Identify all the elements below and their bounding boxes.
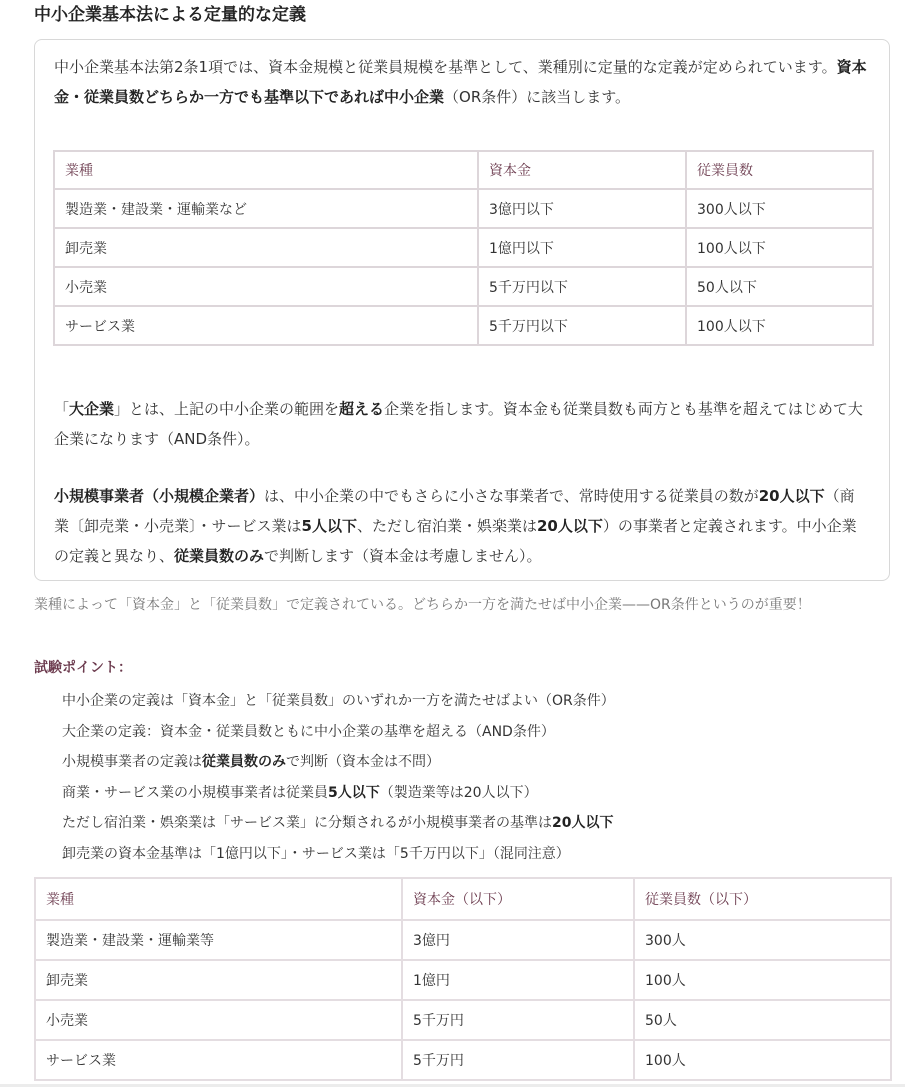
- intro-text-end: （OR条件）に該当します。: [444, 88, 631, 106]
- cell-employees: 100人以下: [686, 306, 873, 345]
- sme-definition-table: [53, 150, 874, 346]
- table-header-row: [54, 151, 873, 189]
- cell-capital: 5千万円: [402, 1040, 634, 1080]
- intro-emphasis: 資本金・従業員数どちらか一方でも基準以下であれば中小企業: [54, 58, 867, 106]
- exam-points-list: [62, 686, 615, 870]
- text: 「: [54, 400, 70, 418]
- cell-employees: 300人以下: [686, 189, 873, 228]
- intro-text: 中小企業基本法第2条1項では、資本金規模と従業員規模を基準として、業種別に定量的な定義が定められています。: [54, 58, 837, 76]
- header-employees: 従業員数（以下）: [634, 878, 891, 920]
- emphasis: 従業員数のみ: [202, 754, 286, 771]
- header-capital: 資本金: [478, 151, 686, 189]
- employees-only-emphasis: 従業員数のみ: [174, 547, 265, 565]
- text: 、ただし宿泊業・娯楽業は: [356, 517, 537, 535]
- list-item: [62, 747, 615, 778]
- cell-employees: 300人: [634, 920, 891, 960]
- intro-paragraph: [54, 52, 869, 112]
- text: （製造業等は20人以下）: [379, 784, 538, 801]
- table-header-row: [35, 878, 891, 920]
- cell-industry: サービス業: [35, 1040, 402, 1080]
- exceed-emphasis: 超える: [339, 400, 385, 418]
- cell-employees: 100人: [634, 1040, 891, 1080]
- cell-capital: 1億円以下: [478, 228, 686, 267]
- emphasis: 5人以下: [328, 784, 380, 801]
- table-row: [35, 1040, 891, 1080]
- cell-employees: 100人: [634, 960, 891, 1000]
- cell-industry: 製造業・建設業・運輸業等: [35, 920, 402, 960]
- emphasis-20: 20人以下: [758, 487, 825, 505]
- cell-industry: 製造業・建設業・運輸業など: [54, 189, 478, 228]
- emphasis-20-lodging: 20人以下: [536, 517, 603, 535]
- emphasis: 20人以下: [552, 815, 614, 832]
- cell-capital: 3億円以下: [478, 189, 686, 228]
- text: ただし宿泊業・娯楽業は「サービス業」に分類されるが小規模事業者の基準は: [62, 815, 552, 832]
- table-row: [54, 306, 873, 345]
- large-enterprise-paragraph: [54, 394, 869, 454]
- cell-employees: 50人以下: [686, 267, 873, 306]
- small-business-term: 小規模事業者（小規模企業者）: [54, 487, 265, 505]
- summary-table: [34, 877, 892, 1081]
- text: は、中小企業の中でもさらに小さな事業者で、常時使用する従業員の数が: [264, 487, 759, 505]
- text: 」とは、上記の中小企業の範囲を: [114, 400, 340, 418]
- note-text: 業種によって「資本金」と「従業員数」で定義されている。どちらか一方を満たせば中小企業——OR条件というのが重要！: [34, 597, 811, 613]
- cell-industry: サービス業: [54, 306, 478, 345]
- table-row: [35, 1000, 891, 1040]
- list-item: [62, 808, 615, 839]
- cell-industry: 小売業: [35, 1000, 402, 1040]
- cell-capital: 1億円: [402, 960, 634, 1000]
- table-row: [35, 920, 891, 960]
- header-industry: 業種: [35, 878, 402, 920]
- table-row: [54, 228, 873, 267]
- cell-capital: 3億円: [402, 920, 634, 960]
- cell-capital: 5千万円以下: [478, 306, 686, 345]
- text: （商業〔卸売業・小売業〕・サービス業は: [54, 487, 855, 535]
- list-item: [62, 778, 615, 809]
- text: 小規模事業者の定義は: [62, 754, 202, 771]
- small-business-paragraph: [54, 481, 869, 571]
- header-industry: 業種: [54, 151, 478, 189]
- cell-industry: 小売業: [54, 267, 478, 306]
- cell-employees: 100人以下: [686, 228, 873, 267]
- table-row: [54, 267, 873, 306]
- text: ）の事業者と定義されます。中小企業の定義と異なり、: [54, 517, 857, 565]
- header-employees: 従業員数: [686, 151, 873, 189]
- definition-box: [34, 39, 890, 581]
- text: で判断します（資本金は考慮しません）。: [264, 547, 542, 565]
- large-enterprise-term: 大企業: [69, 400, 115, 418]
- text: 商業・サービス業の小規模事業者は従業員: [62, 784, 328, 801]
- table-row: [35, 960, 891, 1000]
- header-capital: 資本金（以下）: [402, 878, 634, 920]
- page-title: 中小企業基本法による定量的な定義: [34, 5, 306, 25]
- cell-capital: 5千万円: [402, 1000, 634, 1040]
- cell-employees: 50人: [634, 1000, 891, 1040]
- text: 企業を指します。資本金も従業員数も両方とも基準を超えてはじめて大企業になります（AND条件）。: [54, 400, 863, 448]
- cell-industry: 卸売業: [35, 960, 402, 1000]
- table-row: [54, 189, 873, 228]
- text: で判断（資本金は不問）: [286, 754, 440, 771]
- exam-points-heading: 試験ポイント：: [34, 660, 132, 676]
- list-item: 卸売業の資本金基準は「1億円以下」・サービス業は「5千万円以下」（混同注意）: [62, 845, 570, 862]
- list-item: 中小企業の定義は「資本金」と「従業員数」のいずれか一方を満たせばよい（OR条件）: [62, 693, 615, 709]
- cell-capital: 5千万円以下: [478, 267, 686, 306]
- list-item: 大企業の定義：資本金・従業員数ともに中小企業の基準を超える（AND条件）: [62, 723, 555, 740]
- emphasis-5: 5人以下: [301, 517, 357, 535]
- cell-industry: 卸売業: [54, 228, 478, 267]
